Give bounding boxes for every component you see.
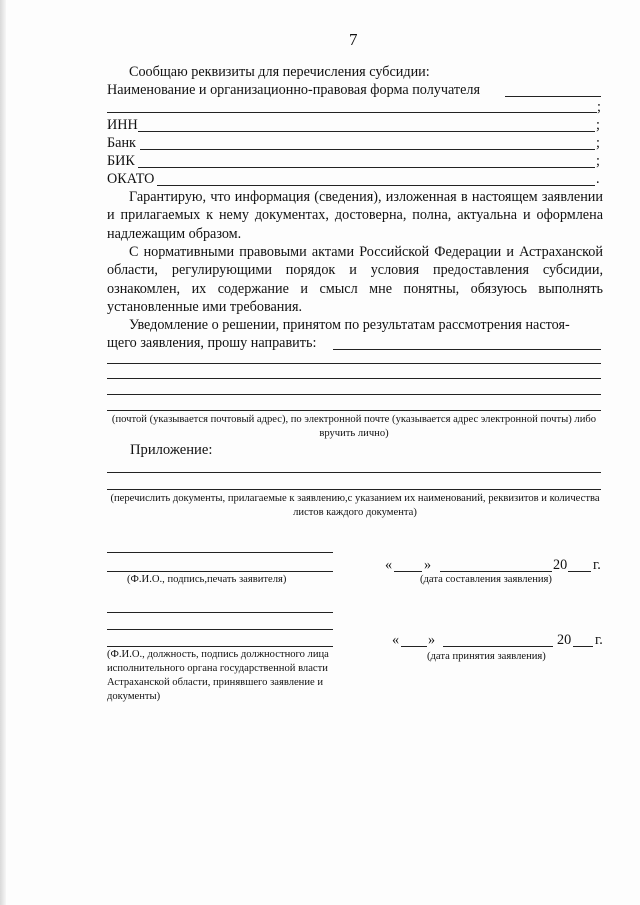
inn-label: ИНН (107, 117, 138, 133)
scan-edge (0, 0, 6, 905)
notification-hint: (почтой (указывается почтовый адрес), по электронной почте (указывается адрес электронной почты) либо вручить лично) (111, 414, 597, 439)
recipient-semicolon: ; (597, 99, 601, 115)
compile-year-prefix: 20 (553, 557, 568, 573)
okato-period: . (596, 171, 600, 187)
compile-year-suffix: г. (593, 557, 601, 573)
official-line-c[interactable] (107, 646, 333, 647)
compile-day-line[interactable] (394, 571, 422, 572)
okato-label: ОКАТО (107, 171, 155, 187)
inn-line[interactable] (138, 131, 595, 132)
notification-line-e[interactable] (107, 410, 601, 411)
accept-year-prefix: 20 (557, 632, 572, 648)
attachment-line-b[interactable] (107, 489, 601, 490)
attachment-label: Приложение: (130, 442, 213, 458)
accept-year-line[interactable] (573, 646, 593, 647)
applicant-line-b[interactable] (107, 571, 333, 572)
compile-month-line[interactable] (440, 571, 552, 572)
bik-line[interactable] (138, 167, 595, 168)
official-line-a[interactable] (107, 612, 333, 613)
attachment-line-a[interactable] (107, 472, 601, 473)
compile-quote-open: « (385, 557, 393, 573)
applicant-line-a[interactable] (107, 552, 333, 553)
attachment-hint: (перечислить документы, прилагаемые к заявлению,с указанием их наименований, реквизитов и количества листов каждого документа) (110, 493, 600, 518)
bank-line[interactable] (140, 149, 595, 150)
compile-year-line[interactable] (568, 571, 591, 572)
applicant-caption: (Ф.И.О., подпись,печать заявителя) (127, 574, 287, 585)
accept-quote-open: « (392, 632, 400, 648)
notification-line-d[interactable] (107, 394, 601, 395)
bik-semicolon: ; (596, 153, 600, 169)
recipient-name-line[interactable] (505, 96, 601, 97)
requisites-intro: Сообщаю реквизиты для перечисления субсидии: (129, 64, 430, 80)
notification-line1: Уведомление о решении, принятом по результатам рассмотрения настоя- (129, 317, 570, 333)
accept-year-suffix: г. (595, 632, 603, 648)
page-number: 7 (349, 30, 358, 49)
bank-label: Банк (107, 135, 136, 151)
compile-date-caption: (дата составления заявления) (420, 574, 552, 585)
guarantee-paragraph: Гарантирую, что информация (сведения), изложенная в настоящем заявлении и прилагаемых к нему документах, достоверна, полна, актуальна и оформлена надлежащим образом. (107, 189, 603, 242)
accept-month-line[interactable] (443, 646, 553, 647)
accept-day-line[interactable] (401, 646, 427, 647)
notification-line2: щего заявления, прошу направить: (107, 335, 317, 351)
bank-semicolon: ; (596, 135, 600, 151)
official-caption: (Ф.И.О., должность, подпись должностного лица исполнительного органа государственной власти Астраханской области, принявшего заявление и документы) (107, 649, 329, 702)
accept-date-caption: (дата принятия заявления) (427, 651, 546, 662)
regulations-paragraph: С нормативными правовыми актами Российской Федерации и Астраханской области, регулирующими порядок и условия предоставления субсидии, ознакомлен, их содержание и смысл мне понятны, обязуюсь выполнять установленные ими требования. (107, 244, 603, 316)
compile-quote-close: » (424, 557, 432, 573)
official-line-b[interactable] (107, 629, 333, 630)
accept-quote-close: » (428, 632, 436, 648)
notification-line-a[interactable] (333, 349, 601, 350)
notification-line-b[interactable] (107, 363, 601, 364)
recipient-form-line[interactable] (107, 112, 597, 113)
recipient-label: Наименование и организационно-правовая форма получателя (107, 82, 481, 98)
inn-semicolon: ; (596, 117, 600, 133)
bik-label: БИК (107, 153, 135, 169)
notification-line-c[interactable] (107, 378, 601, 379)
okato-line[interactable] (157, 185, 595, 186)
